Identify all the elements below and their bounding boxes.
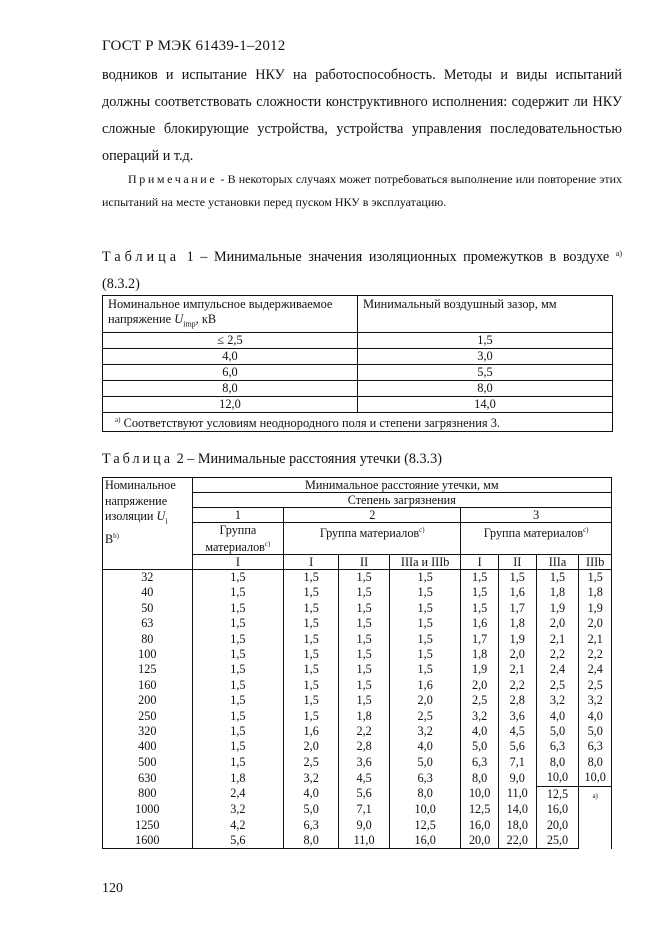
table2-value-cell: 2,4 (192, 786, 284, 802)
table2-voltage-cell: 32 (103, 570, 193, 586)
table2-value-cell: 1,5 (192, 693, 284, 708)
table-row (103, 349, 613, 365)
table2-subcol-5: I (461, 555, 499, 570)
table2-value-cell: 1,5 (390, 570, 461, 586)
table1-label: Таблица (102, 249, 181, 265)
table2-value-cell: 2,0 (536, 616, 579, 631)
table2-value-cell: 1,5 (284, 678, 339, 693)
table2-value-cell: 1,8 (579, 585, 612, 600)
table2-value-cell: 6,3 (579, 739, 612, 754)
table2-value-cell: 2,0 (579, 616, 612, 631)
table1-clearance-cell: 1,5 (358, 333, 613, 349)
page-number: 120 (102, 881, 123, 896)
table2-value-cell: 1,5 (579, 570, 612, 586)
table2-value-cell: 11,0 (339, 833, 390, 849)
table2-value-cell: 10,0 (579, 770, 612, 786)
table2-value-cell: 1,5 (284, 632, 339, 647)
table2-voltage-cell: 320 (103, 724, 193, 739)
table2-value-cell: 5,6 (498, 739, 536, 754)
table2-value-cell: 4,0 (390, 739, 461, 754)
table1-clearance-cell: 8,0 (358, 381, 613, 397)
table2-value-cell: 5,0 (390, 755, 461, 770)
table2-subcol-3: II (339, 555, 390, 570)
table1 (102, 295, 613, 432)
table-row (103, 632, 612, 647)
table2-value-cell: 4,0 (284, 786, 339, 802)
table2-value-cell: 1,5 (192, 662, 284, 677)
table2-value-cell: 3,2 (579, 693, 612, 708)
table2-group1-header (192, 523, 284, 555)
table2-value-cell: 1,5 (390, 647, 461, 662)
table1-footnote-mark: a) (115, 416, 121, 425)
table2-value-cell: 20,0 (461, 833, 499, 849)
table2-value-cell: 1,5 (192, 678, 284, 693)
table2-value-cell: 9,0 (498, 770, 536, 786)
table2-value-cell: 1,5 (461, 585, 499, 600)
table2-value-cell: 1,5 (192, 709, 284, 724)
table2-value-cell: 1,5 (192, 739, 284, 754)
table2-col1-sup: b) (113, 531, 119, 540)
table1-footnote-row (103, 413, 613, 432)
table2-value-cell: 2,2 (536, 647, 579, 662)
table1-header-row (103, 296, 613, 333)
table2-value-cell: 2,8 (498, 693, 536, 708)
table2-value-cell: 4,0 (579, 709, 612, 724)
table2-value-cell: 3,2 (536, 693, 579, 708)
table2-col1-sym: U (156, 509, 166, 523)
table1-col1-header (103, 296, 358, 333)
table2-merged-note-cell (579, 786, 612, 849)
note (102, 168, 622, 214)
table-row (103, 709, 612, 724)
table2-value-cell: 1,5 (536, 570, 579, 586)
table2-value-cell: 8,0 (461, 770, 499, 786)
table2-value-cell: 6,3 (390, 770, 461, 786)
table2-col1-header (103, 478, 193, 570)
table2-value-cell: 1,9 (461, 662, 499, 677)
table2-value-cell: 4,2 (192, 818, 284, 833)
table2-value-cell: 6,3 (284, 818, 339, 833)
table2-group2-header (284, 523, 461, 555)
table2-value-cell: 1,5 (339, 632, 390, 647)
table2-value-cell: 2,5 (536, 678, 579, 693)
table2-subcol-8: IIIb (579, 555, 612, 570)
table-row (103, 770, 612, 786)
paragraph-text: водников и испытание НКУ на работоспособность. Методы и виды испытаний должны соответствовать сложности конструктивного исполнения: содержит ли НКУ сложные блокирующие устройства, устройства управления последовательностью операций и т.д. (102, 67, 622, 164)
table2-value-cell: 18,0 (498, 818, 536, 833)
table2-value-cell: 1,6 (390, 678, 461, 693)
table2-degree-1: 1 (192, 508, 284, 523)
table2-value-cell: 2,2 (579, 647, 612, 662)
table2-value-cell: 5,0 (536, 724, 579, 739)
table-row (103, 616, 612, 631)
table-row (103, 333, 613, 349)
table2-value-cell: 1,5 (192, 724, 284, 739)
table2-value-cell: 4,0 (461, 724, 499, 739)
table2-value-cell: 1,8 (192, 770, 284, 786)
table2-value-cell: 1,6 (284, 724, 339, 739)
table2-value-cell: 2,5 (284, 755, 339, 770)
table2-voltage-cell: 63 (103, 616, 193, 631)
table-row (103, 365, 613, 381)
table2-value-cell: 10,0 (461, 786, 499, 802)
table2-value-cell: 1,6 (498, 585, 536, 600)
table1-col1-header-text: Номинальное импульсное выдерживаемое напряжение (108, 297, 333, 326)
table2-value-cell: 10,0 (536, 770, 579, 786)
table2-value-cell: 1,5 (390, 632, 461, 647)
table2-value-cell: 2,1 (498, 662, 536, 677)
note-text: В некоторых случаях может потребоваться выполнение или повторение этих испытаний на месте установки перед пуском НКУ в эксплуатацию. (102, 172, 623, 209)
table2-value-cell: 11,0 (498, 786, 536, 802)
table2-voltage-cell: 800 (103, 786, 193, 802)
table1-caption-text: 1 – Минимальные значения изоляционных промежутков в воздухе (186, 249, 610, 265)
table2-value-cell: 1,5 (284, 662, 339, 677)
table2-value-cell: 1,5 (284, 709, 339, 724)
table2-value-cell: 25,0 (536, 833, 579, 849)
table2-value-cell: 5,6 (339, 786, 390, 802)
table2-value-cell: 1,5 (192, 755, 284, 770)
table2-value-cell: 1,9 (579, 601, 612, 616)
table-row (103, 662, 612, 677)
table2-voltage-cell: 250 (103, 709, 193, 724)
table2-value-cell: 8,0 (579, 755, 612, 770)
table2-value-cell: 1,5 (339, 678, 390, 693)
table2-value-cell: 1,8 (536, 585, 579, 600)
table2-voltage-cell: 500 (103, 755, 193, 770)
table1-body (103, 333, 613, 413)
table-row (103, 693, 612, 708)
table2-label: Таблица (102, 451, 174, 467)
table2-value-cell: 1,7 (461, 632, 499, 647)
table2-subcol-7: IIIa (536, 555, 579, 570)
table2-value-cell: 14,0 (498, 802, 536, 817)
table2-group2-text: Группа материалов (319, 526, 420, 540)
table2-value-cell: 1,5 (192, 616, 284, 631)
table2-degree-header: Степень загрязнения (192, 493, 611, 508)
table2-value-cell: 2,1 (579, 632, 612, 647)
table-row (103, 381, 613, 397)
table2-voltage-cell: 50 (103, 601, 193, 616)
table2-value-cell: 8,0 (390, 786, 461, 802)
table2-value-cell: 20,0 (536, 818, 579, 833)
table2-voltage-cell: 40 (103, 585, 193, 600)
table2-group3-header (461, 523, 612, 555)
table2-top-header: Минимальное расстояние утечки, мм (192, 478, 611, 493)
table-row (103, 678, 612, 693)
table2-value-cell: 16,0 (461, 818, 499, 833)
table2-value-cell: 5,0 (461, 739, 499, 754)
table2-value-cell: 2,4 (579, 662, 612, 677)
table2-value-cell: 1,9 (498, 632, 536, 647)
table2-value-cell: 5,0 (284, 802, 339, 817)
table1-footnote: Соответствуют условиям неоднородного поля и степени загрязнения 3. (123, 416, 500, 431)
table-row (103, 570, 612, 586)
table2-value-cell: 9,0 (339, 818, 390, 833)
table2-voltage-cell: 160 (103, 678, 193, 693)
table1-col2-header: Минимальный воздушный зазор, мм (358, 296, 613, 333)
table2-subcol-6: II (498, 555, 536, 570)
table2-value-cell: 2,0 (284, 739, 339, 754)
table1-voltage-cell: 6,0 (103, 365, 358, 381)
table2-value-cell: 1,8 (498, 616, 536, 631)
table2-value-cell: 1,5 (192, 570, 284, 586)
table2-value-cell: 3,2 (284, 770, 339, 786)
table-row (103, 833, 612, 849)
table2-degree-2: 2 (284, 508, 461, 523)
table2-value-cell: 1,5 (461, 570, 499, 586)
table2-value-cell: 5,6 (192, 833, 284, 849)
table2-value-cell: 2,8 (339, 739, 390, 754)
table2-value-cell: 1,5 (339, 616, 390, 631)
table2-group2-sup: c) (419, 526, 425, 534)
table2-voltage-cell: 1000 (103, 802, 193, 817)
table2-degree-3: 3 (461, 508, 612, 523)
table2-value-cell: 6,3 (536, 739, 579, 754)
table2-voltage-cell: 630 (103, 770, 193, 786)
table2-group3-sup: c) (583, 526, 589, 534)
table2-value-cell: 22,0 (498, 833, 536, 849)
table2-value-cell: 5,0 (579, 724, 612, 739)
table1-caption-ref: (8.3.2) (102, 276, 140, 292)
table2-value-cell: 1,5 (339, 570, 390, 586)
table2-value-cell: 1,5 (284, 570, 339, 586)
table1-col1-sym: U (174, 312, 184, 326)
table2-value-cell: 1,5 (192, 647, 284, 662)
table2-caption (102, 451, 442, 468)
table2-value-cell: 3,2 (390, 724, 461, 739)
table2-caption-text: 2 – Минимальные расстояния утечки (8.3.3) (176, 451, 442, 467)
table2-col1-sub: i (165, 516, 168, 526)
table2-value-cell: 3,6 (498, 709, 536, 724)
table2-value-cell: 2,5 (461, 693, 499, 708)
table2-value-cell: 3,2 (461, 709, 499, 724)
table2-value-cell: 1,9 (536, 601, 579, 616)
table2-value-cell: 2,4 (536, 662, 579, 677)
table2-voltage-cell: 1250 (103, 818, 193, 833)
table2-value-cell: 2,2 (498, 678, 536, 693)
table2-value-cell: 1,5 (339, 647, 390, 662)
table-row (103, 818, 612, 833)
table1-clearance-cell: 3,0 (358, 349, 613, 365)
table-row (103, 802, 612, 817)
table2-col1-header-text: Номинальное напряжение изоляции (105, 478, 176, 523)
table2-value-cell: 7,1 (339, 802, 390, 817)
note-label: Примечание (128, 172, 218, 186)
table2-value-cell: 3,2 (192, 802, 284, 817)
table-row (103, 724, 612, 739)
table2-value-cell: 16,0 (536, 802, 579, 817)
table2-value-cell: 2,5 (579, 678, 612, 693)
table2-value-cell: 1,5 (390, 601, 461, 616)
table2-voltage-cell: 80 (103, 632, 193, 647)
table2-value-cell: 1,5 (390, 585, 461, 600)
table2-group1-text: Группа материалов (205, 523, 265, 554)
table1-clearance-cell: 5,5 (358, 365, 613, 381)
table2-value-cell: 4,0 (536, 709, 579, 724)
table2-note-a: a) (592, 791, 598, 800)
table2-value-cell: 1,5 (284, 601, 339, 616)
table2-value-cell: 2,2 (339, 724, 390, 739)
table2-value-cell: 1,5 (461, 601, 499, 616)
table1-voltage-cell: ≤ 2,5 (103, 333, 358, 349)
table2-group1-sup: c) (264, 540, 271, 548)
table2-value-cell: 1,5 (390, 616, 461, 631)
table2-value-cell: 2,0 (498, 647, 536, 662)
table2-value-cell: 1,5 (390, 662, 461, 677)
table1-voltage-cell: 4,0 (103, 349, 358, 365)
table2-value-cell: 8,0 (284, 833, 339, 849)
table2-value-cell: 1,5 (284, 585, 339, 600)
table2-value-cell: 1,8 (339, 709, 390, 724)
table2-voltage-cell: 200 (103, 693, 193, 708)
table1-footnote-cell (103, 413, 613, 432)
table2-subcol-4: IIIa и IIIb (390, 555, 461, 570)
table2-header-row-1 (103, 478, 612, 493)
table2-value-cell: 10,0 (390, 802, 461, 817)
table2-body (103, 570, 612, 849)
table2-value-cell: 1,5 (284, 693, 339, 708)
table2-value-cell: 12,5 (536, 786, 579, 802)
table2-subcol-2: I (284, 555, 339, 570)
table2-value-cell: 4,5 (498, 724, 536, 739)
table1-caption (102, 240, 622, 298)
table2-value-cell: 1,8 (461, 647, 499, 662)
table2-value-cell: 1,5 (498, 570, 536, 586)
table1-voltage-cell: 12,0 (103, 397, 358, 413)
table2-value-cell: 7,1 (498, 755, 536, 770)
table2-value-cell: 1,5 (192, 632, 284, 647)
table2-value-cell: 2,0 (390, 693, 461, 708)
table2-value-cell: 1,5 (339, 693, 390, 708)
table2-voltage-cell: 100 (103, 647, 193, 662)
table2-value-cell: 4,5 (339, 770, 390, 786)
table2-value-cell: 2,1 (536, 632, 579, 647)
document-header: ГОСТ Р МЭК 61439-1–2012 (102, 38, 286, 54)
table2 (102, 477, 612, 849)
table1-col1-unit: , кВ (195, 312, 217, 326)
table2-value-cell: 2,5 (390, 709, 461, 724)
table2-voltage-cell: 400 (103, 739, 193, 754)
table-row (103, 601, 612, 616)
table2-value-cell: 1,5 (339, 601, 390, 616)
table-row (103, 647, 612, 662)
table2-value-cell: 1,5 (339, 662, 390, 677)
table2-value-cell: 1,5 (192, 585, 284, 600)
table2-group3-text: Группа материалов (483, 526, 584, 540)
table2-voltage-cell: 125 (103, 662, 193, 677)
table2-value-cell: 16,0 (390, 833, 461, 849)
table2-col1-unit: В (105, 531, 114, 546)
table2-value-cell: 1,5 (339, 585, 390, 600)
table-row (103, 397, 613, 413)
table2-value-cell: 1,5 (192, 601, 284, 616)
table-row (103, 786, 612, 802)
table2-value-cell: 1,5 (284, 616, 339, 631)
body-paragraph (102, 62, 622, 170)
table1-clearance-cell: 14,0 (358, 397, 613, 413)
table1-col1-sub: imp (183, 319, 196, 329)
table2-value-cell: 1,5 (284, 647, 339, 662)
table-row (103, 739, 612, 754)
table2-value-cell: 8,0 (536, 755, 579, 770)
table2-voltage-cell: 1600 (103, 833, 193, 849)
table2-value-cell: 1,7 (498, 601, 536, 616)
table2-value-cell: 12,5 (390, 818, 461, 833)
note-dash: - (220, 172, 225, 186)
table-row (103, 585, 612, 600)
table2-value-cell: 2,0 (461, 678, 499, 693)
table-row (103, 755, 612, 770)
table1-voltage-cell: 8,0 (103, 381, 358, 397)
table2-value-cell: 12,5 (461, 802, 499, 817)
table2-subcol-1: I (192, 555, 284, 570)
table2-value-cell: 1,6 (461, 616, 499, 631)
table2-value-cell: 3,6 (339, 755, 390, 770)
table1-caption-sup: a) (615, 249, 623, 258)
table2-value-cell: 6,3 (461, 755, 499, 770)
